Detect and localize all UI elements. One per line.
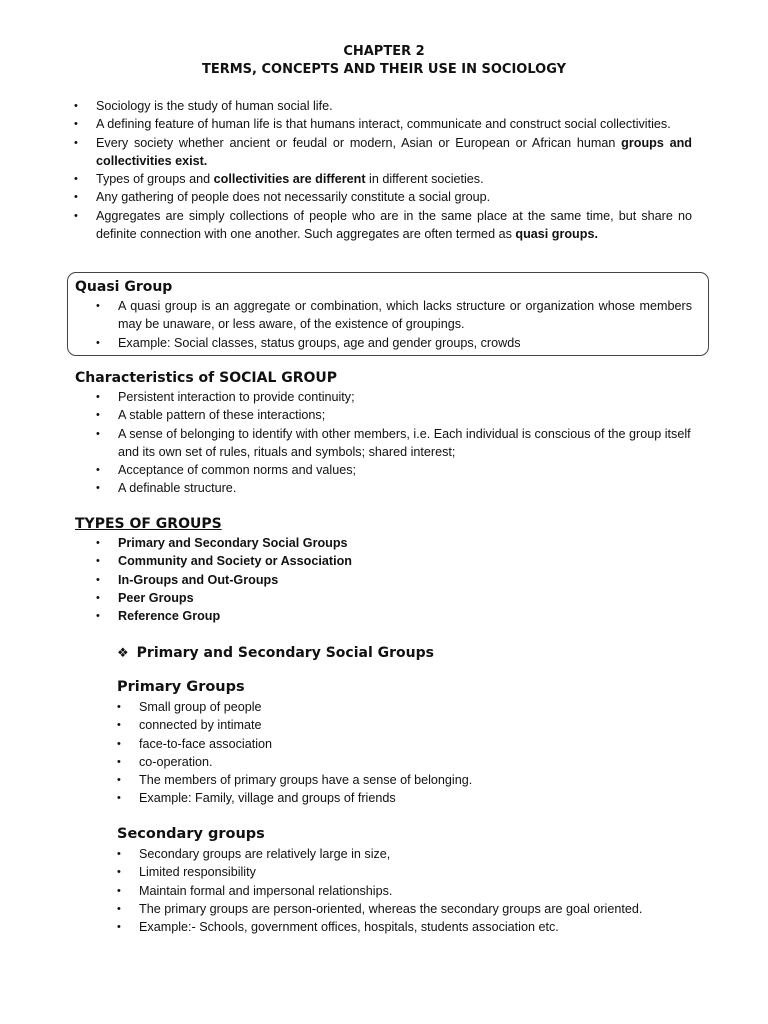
list-item-text: Sociology is the study of human social life.: [96, 99, 333, 113]
primary-groups-bullet-list: [117, 698, 697, 808]
bullet-icon: •: [117, 755, 121, 768]
list-item: [74, 170, 692, 188]
bullet-icon: •: [74, 173, 78, 186]
list-item: [96, 461, 692, 479]
bullet-icon: •: [96, 336, 100, 349]
types-of-groups-heading: TYPES OF GROUPS: [75, 516, 222, 532]
list-item-text: Small group of people: [139, 700, 262, 714]
bullet-icon: •: [74, 136, 78, 149]
list-item-text: A quasi group is an aggregate or combination, which lacks structure or organization whose members may be unaware, or less aware, of the existence of groupings.: [118, 299, 692, 332]
bullet-icon: •: [74, 209, 78, 222]
list-item-text: Acceptance of common norms and values;: [118, 463, 357, 478]
bullet-icon: •: [117, 792, 121, 805]
list-item: [117, 716, 697, 734]
list-item: [96, 552, 692, 570]
list-item: [74, 115, 692, 133]
quasi-group-bullet-list: [96, 297, 692, 352]
list-item: [117, 882, 697, 900]
bullet-icon: •: [96, 300, 100, 312]
characteristics-bullet-list: [96, 388, 692, 498]
bullet-icon: •: [96, 537, 100, 549]
bold-text: Community and Society or Association: [118, 554, 352, 569]
list-item-text: A defining feature of human life is that humans interact, communicate and construct social collectivities.: [96, 117, 671, 132]
secondary-groups-bullet-list: [117, 845, 697, 936]
list-item: [96, 406, 692, 424]
list-item: [96, 589, 692, 607]
list-item: [117, 789, 697, 807]
bullet-icon: •: [96, 573, 100, 586]
subsection-heading: [117, 645, 434, 661]
bullet-icon: •: [117, 774, 121, 787]
list-item: [96, 388, 692, 406]
primary-groups-heading: Primary Groups: [117, 679, 245, 695]
list-item-text: The primary groups are person-oriented, whereas the secondary groups are goal oriented.: [139, 901, 643, 916]
chapter-title: TERMS, CONCEPTS AND THEIR USE IN SOCIOLOGY: [201, 62, 567, 77]
list-item-text: Example: Social classes, status groups, age and gender groups, crowds: [118, 335, 521, 350]
list-item: [96, 425, 692, 462]
list-item-text: Example:- Schools, government offices, hospitals, students association etc.: [139, 920, 559, 935]
bullet-icon: •: [96, 610, 100, 623]
list-item: [74, 207, 692, 244]
bold-text: Reference Group: [118, 609, 221, 624]
list-item-text: Aggregates are simply collections of people who are in the same place at the same time, but share no definite connection with one another. Such aggregates are often termed as: [96, 208, 692, 242]
list-item-text: in different societies.: [365, 172, 484, 187]
list-item-text: Maintain formal and impersonal relationships.: [139, 883, 393, 898]
list-item: [117, 735, 697, 753]
bold-text: Primary and Secondary Social Groups: [118, 536, 348, 550]
bullet-icon: •: [96, 591, 100, 604]
list-item-text: connected by intimate: [139, 718, 262, 733]
bold-text: In-Groups and Out-Groups: [118, 572, 279, 587]
chapter-number: CHAPTER 2: [343, 44, 425, 59]
list-item: [96, 534, 692, 552]
bold-text: Peer Groups: [118, 590, 194, 605]
types-of-groups-bullet-list: [96, 534, 692, 625]
list-item: [74, 134, 692, 171]
bullet-icon: •: [74, 191, 78, 204]
bullet-icon: •: [96, 555, 100, 568]
bullet-icon: •: [117, 921, 121, 934]
bullet-icon: •: [96, 464, 100, 477]
list-item-text: A definable structure.: [118, 481, 237, 496]
list-item: [96, 297, 692, 334]
list-item-text: co-operation.: [139, 754, 213, 769]
list-item: [117, 771, 697, 789]
secondary-groups-heading: Secondary groups: [117, 826, 265, 842]
quasi-group-heading: Quasi Group: [75, 279, 173, 295]
list-item: [117, 918, 697, 936]
bullet-icon: •: [117, 701, 121, 713]
list-item: [117, 753, 697, 771]
bold-text: collectivities are different: [213, 172, 366, 187]
bullet-icon: •: [117, 848, 121, 860]
list-item: [117, 845, 697, 863]
list-item: [117, 698, 697, 716]
bullet-icon: •: [96, 391, 100, 403]
characteristics-heading: Characteristics of SOCIAL GROUP: [75, 370, 338, 386]
list-item: [96, 607, 692, 625]
list-item-text: A stable pattern of these interactions;: [118, 408, 326, 423]
bullet-icon: •: [117, 866, 121, 879]
list-item: [74, 97, 692, 115]
intro-bullet-list: [74, 97, 692, 243]
list-item-text: A sense of belonging to identify with other members, i.e. Each individual is conscious of the group itself and its own set of rules, rituals and symbols; shared interest;: [118, 426, 691, 459]
list-item-text: face-to-face association: [139, 736, 273, 751]
list-item-text: Persistent interaction to provide continuity;: [118, 390, 355, 404]
chapter-header: [0, 43, 768, 79]
bullet-icon: •: [117, 737, 121, 750]
bullet-icon: •: [117, 884, 121, 897]
list-item: [96, 334, 692, 352]
list-item-text: Secondary groups are relatively large in size,: [139, 847, 391, 861]
bullet-icon: •: [117, 719, 121, 732]
bullet-icon: •: [96, 409, 100, 422]
bullet-icon: •: [117, 902, 121, 915]
bullet-icon: •: [74, 118, 78, 131]
list-item: [117, 900, 697, 918]
bold-text: groups and collectivities exist.: [96, 135, 692, 168]
subsection-title: Primary and Secondary Social Groups: [136, 645, 434, 661]
diamond-bullet-icon: ❖: [117, 646, 129, 661]
bullet-icon: •: [74, 100, 78, 112]
bullet-icon: •: [96, 482, 100, 495]
list-item-text: Types of groups and: [96, 172, 214, 187]
bold-text: quasi groups.: [515, 227, 598, 242]
list-item: [117, 863, 697, 881]
list-item-text: Every society whether ancient or feudal or modern, Asian or European or African human: [96, 135, 622, 150]
list-item-text: Limited responsibility: [139, 865, 256, 880]
list-item: [96, 571, 692, 589]
list-item-text: Example: Family, village and groups of friends: [139, 791, 396, 806]
list-item-text: The members of primary groups have a sense of belonging.: [139, 773, 473, 788]
list-item: [74, 188, 692, 206]
list-item: [96, 479, 692, 497]
bullet-icon: •: [96, 427, 100, 440]
list-item-text: Any gathering of people does not necessarily constitute a social group.: [96, 190, 491, 205]
